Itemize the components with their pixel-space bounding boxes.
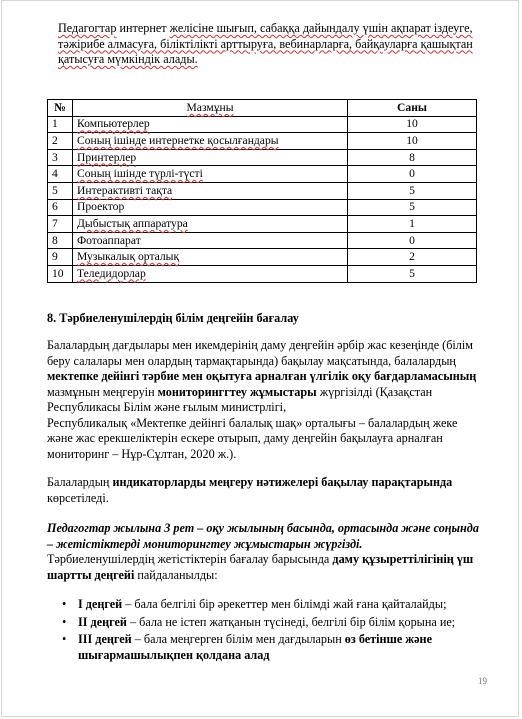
row-content <box>73 249 348 266</box>
row-number: 5 <box>48 182 73 199</box>
p1-bold-program: мектепке дейінгі тәрбие мен оқытуға арналған үлгілік оқу бағдарламасының <box>47 369 477 383</box>
row-number: 10 <box>48 265 73 282</box>
p2-text-c: көрсетіледі. <box>47 490 109 505</box>
header-content <box>73 100 348 117</box>
level-3-bold-end: өз бетінше және шығармашылықпен қолдана алад <box>78 632 432 662</box>
list-item-level-2 <box>62 615 492 631</box>
levels-list <box>62 597 492 665</box>
level-2-text: – бала не істеп жатқанын түсінеді, белгілі бір білім қорына ие; <box>126 614 456 629</box>
row-content <box>73 232 348 249</box>
row-number: 2 <box>48 133 73 150</box>
table-body <box>48 116 477 282</box>
table-row <box>48 199 477 216</box>
header-count: Саны <box>348 100 477 117</box>
intro-paragraph <box>58 21 478 68</box>
row-content <box>73 166 348 183</box>
p1-text-a: Балалардың дағдылары мен икемдерінің даму деңгейін әрбір жас кезеңінде (білім беру салалары мен олардың тармақтарында) бақылау мақсатында, балалардың <box>47 338 473 368</box>
header-number: № <box>48 100 73 117</box>
row-content <box>73 265 348 282</box>
row-number: 4 <box>48 166 73 183</box>
level-3-text: – бала меңгерген білім мен дағдыларын <box>131 632 345 646</box>
paragraph-indicators <box>47 475 485 506</box>
p1-text-e: жүргізілді (Қазақстан Республикасы Білім және ғылым министрлігі, <box>47 384 433 414</box>
row-count: 8 <box>348 149 477 166</box>
table-header-row <box>48 100 477 117</box>
table-row <box>48 232 477 249</box>
paragraph-levels-intro <box>47 521 485 583</box>
header-content-label: Мазмұны <box>186 100 234 114</box>
intro-rest: желісіне шығып, сабаққа дайындалу үшін ақпарат іздеуге, тәжірибе алмасуға, біліктілікті арттыруға, вебинарларға, байқауларға қашықтан қатысуға мүмкіндік алады. <box>58 21 473 66</box>
row-content <box>73 182 348 199</box>
row-count: 0 <box>348 232 477 249</box>
equipment-table <box>47 99 477 283</box>
row-number: 8 <box>48 232 73 249</box>
section-title: 8. Тәрбиеленушілердің білім деңгейін бағалау <box>47 311 299 325</box>
table-row <box>48 249 477 266</box>
table-row <box>48 116 477 133</box>
level-3-label: III деңгей <box>78 632 132 646</box>
p3-bold-levels: даму құзыреттілігінің үш шартты деңгейі <box>47 552 474 582</box>
bullet-icon: • <box>62 614 67 629</box>
bullet-icon: • <box>62 597 67 611</box>
row-number: 6 <box>48 199 73 216</box>
row-content <box>73 116 348 133</box>
intro-word-teachers: Педагогтар <box>58 21 117 35</box>
row-count: 1 <box>348 216 477 233</box>
row-count: 10 <box>348 133 477 150</box>
row-count: 2 <box>348 249 477 266</box>
paragraph-monitoring <box>47 338 485 462</box>
row-content-label: Дыбыстық аппаратура <box>77 216 188 230</box>
row-count: 0 <box>348 166 477 183</box>
p3-text-b: Тәрбиеленушілердің жетістіктерін бағалау барысында <box>47 552 333 566</box>
p1-bold-monitoring: мониторинггтеу жұмыстары <box>157 384 317 399</box>
p3-bold-italic: Педагогтар жылына 3 рет – оқу жылының басында, ортасында және соңында – жетістіктерді мониторингтеу жұмыстарын жүргізді. <box>47 521 479 551</box>
row-count: 5 <box>348 182 477 199</box>
list-item-level-1 <box>62 597 492 613</box>
row-content <box>73 149 348 166</box>
row-number: 7 <box>48 216 73 233</box>
bullet-icon: • <box>62 632 67 646</box>
row-number: 1 <box>48 116 73 133</box>
row-content-label: Проектор <box>77 200 125 214</box>
p1-text-f: Республикалық «Мектепке дейінгі балалық шақ» орталығы – балалардың жеке және жас ерекшеліктерін ескере отырып, даму деңгейін бақылауға арналған мониторинг – Нұр-Сұлтан, 2020 ж.). <box>47 415 458 461</box>
row-count: 5 <box>348 199 477 216</box>
row-content-label: Соның ішінде түрлі-түсті <box>77 167 203 181</box>
list-item-level-3 <box>62 632 492 663</box>
p1-text-c: мазмұнын меңгеруін <box>47 384 158 399</box>
level-1-text: – бала белгілі бір әрекеттер мен білімді жай ғана қайталайды; <box>122 597 447 611</box>
row-content <box>73 216 348 233</box>
row-content-label: Принтерлер <box>77 150 137 164</box>
page-number: 19 <box>478 676 487 686</box>
level-2-label: II деңгей <box>78 614 127 629</box>
row-content-label: Компьютерлер <box>77 117 150 131</box>
row-count: 10 <box>348 116 477 133</box>
row-content-label: Теледидорлар <box>77 266 146 280</box>
intro-word-internet: интернет <box>119 21 167 35</box>
row-content-label: Фотоаппарат <box>77 233 141 247</box>
table-row <box>48 149 477 166</box>
table-row <box>48 265 477 282</box>
row-content-label: Музыкалық орталық <box>77 250 180 264</box>
row-content-label: Интерактивті тақта <box>77 183 173 197</box>
level-1-label: I деңгей <box>78 597 123 611</box>
p2-text-a: Балалардың <box>47 475 113 489</box>
row-content <box>73 133 348 150</box>
table-row <box>48 166 477 183</box>
row-content-label: Соның ішінде интернетке қосылғандары <box>77 133 279 147</box>
p2-bold: индикаторларды меңгеру нәтижелері бақылау парақтарында <box>112 475 453 489</box>
table-row <box>48 133 477 150</box>
row-number: 3 <box>48 149 73 166</box>
row-content <box>73 199 348 216</box>
p3-text-d: пайдаланылды: <box>134 567 218 582</box>
row-count: 5 <box>348 265 477 282</box>
table-row <box>48 182 477 199</box>
row-number: 9 <box>48 249 73 266</box>
table-row <box>48 216 477 233</box>
